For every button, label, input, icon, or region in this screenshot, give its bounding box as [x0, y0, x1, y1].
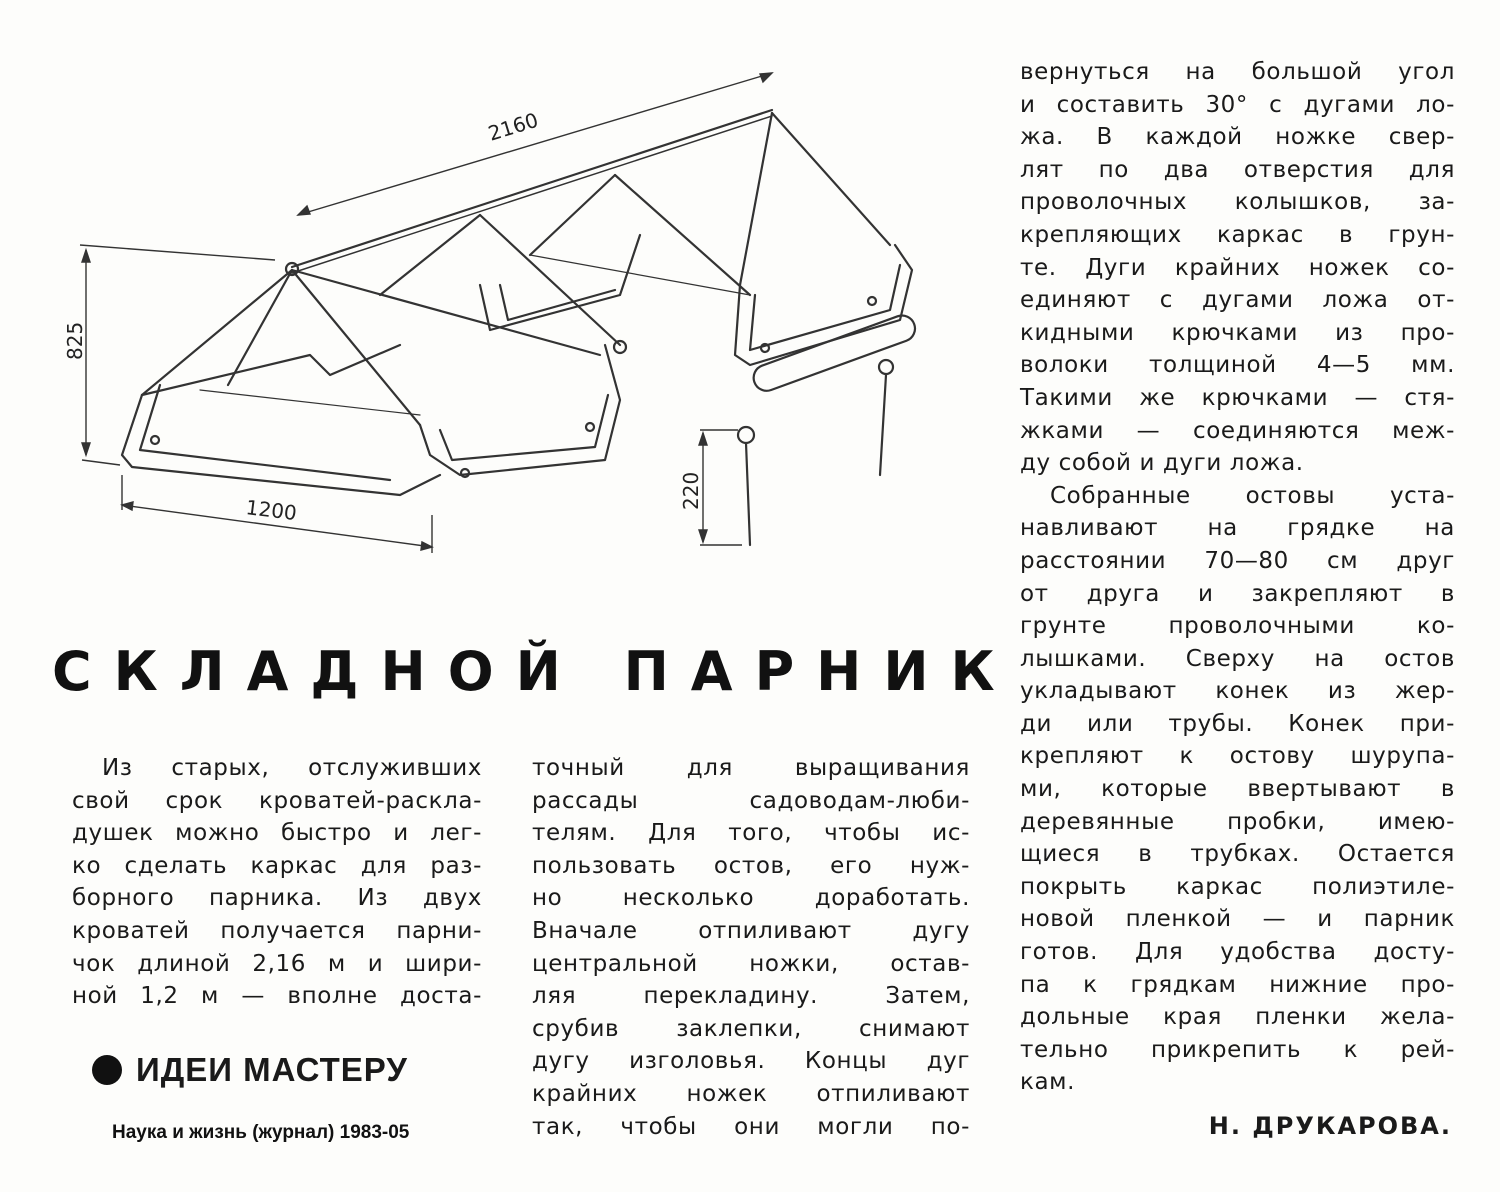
text-column-3 — [1020, 56, 1455, 1099]
text-line: новой пленкой — и парник — [1020, 906, 1455, 933]
text-line: грунте проволочными ко- — [1020, 613, 1455, 640]
source-caption: Наука и жизнь (журнал) 1983-05 — [112, 1122, 410, 1143]
text-line: укладывают конек из жер- — [1020, 678, 1455, 705]
text-line: вернуться на большой угол — [1020, 59, 1455, 85]
dimension-length-label: 2160 — [485, 107, 542, 146]
text-column-2 — [532, 752, 970, 1143]
dimension-width-label: 1200 — [244, 495, 299, 526]
text-line: волоки толщиной 4—5 мм. — [1020, 352, 1455, 379]
text-line: ди или трубы. Конек при- — [1020, 710, 1455, 737]
text-line: чок длиной 2,16 м и шири- — [72, 950, 482, 977]
text-line: крепляют к остову шурупа- — [1020, 743, 1455, 770]
text-line: ко сделать каркас для раз- — [72, 852, 482, 879]
text-line: дугу изголовья. Концы дуг — [532, 1048, 970, 1075]
bullet-icon — [92, 1055, 122, 1085]
text-line: деревянные пробки, имею- — [1020, 808, 1455, 835]
text-line: и составить 30° с дугами ло- — [1020, 91, 1455, 118]
text-line: кам. — [1020, 1069, 1076, 1096]
text-line: жками — соединяются меж- — [1020, 417, 1455, 444]
text-line: крепляющих каркас в грун- — [1020, 221, 1455, 248]
rubric-label: ИДЕИ МАСТЕРУ — [136, 1051, 408, 1088]
text-line: единяют с дугами ложа от- — [1020, 287, 1455, 314]
text-line: ной 1,2 м — вполне доста- — [72, 983, 482, 1010]
text-line: проволочных колышков, за- — [1020, 189, 1455, 216]
text-line: точный для выращивания — [532, 755, 970, 781]
text-line: лят по два отверстия для — [1020, 156, 1455, 183]
text-line: лышками. Сверху на остов — [1020, 645, 1455, 672]
text-line: рассады садоводам-люби- — [532, 787, 970, 814]
text-line: готов. Для удобства досту- — [1020, 939, 1455, 966]
text-line: па к грядкам нижние про- — [1020, 971, 1455, 998]
text-line: но несколько доработать. — [532, 885, 970, 912]
text-line: кидными крючками из про- — [1020, 319, 1455, 346]
text-line: дольные края пленки жела- — [1020, 1004, 1455, 1031]
text-line: ляя перекладину. Затем, — [532, 983, 970, 1010]
article-title: СКЛАДНОЙ ПАРНИК — [52, 640, 1017, 703]
text-line: срубив заклепки, снимают — [532, 1015, 970, 1042]
text-line: покрыть каркас полиэтиле- — [1020, 873, 1455, 900]
text-line: душек можно быстро и лег- — [72, 820, 482, 847]
text-line: от друга и закрепляют в — [1020, 580, 1455, 607]
text-line: навливают на грядке на — [1020, 515, 1455, 542]
text-line: щиеся в трубках. Остается — [1020, 841, 1455, 868]
text-line: Собранные остовы уста- — [1050, 482, 1455, 509]
text-line: центральной ножки, остав- — [532, 950, 970, 977]
text-line: ду собой и дуги ложа. — [1020, 450, 1304, 477]
dimension-peg-label: 220 — [679, 471, 703, 510]
text-column-1 — [72, 752, 482, 1013]
section-rubric — [92, 1050, 408, 1090]
text-line: те. Дуги крайних ножек со- — [1020, 254, 1455, 281]
text-line: борного парника. Из двух — [72, 885, 482, 912]
author-signature: Н. ДРУКАРОВА. — [1208, 1112, 1452, 1140]
text-line: Из старых, отслуживших — [102, 755, 482, 781]
text-line: кроватей получается парни- — [72, 917, 482, 944]
text-line: расстоянии 70—80 см друг — [1020, 547, 1455, 574]
text-line: Такими же крючками — стя- — [1020, 384, 1455, 411]
text-line: крайних ножек отпиливают — [532, 1080, 970, 1107]
text-line: пользовать остов, его нуж- — [532, 852, 970, 879]
text-line: так, чтобы они могли по- — [532, 1113, 970, 1140]
dimension-height-label: 825 — [63, 321, 87, 360]
text-line: свой срок кроватей-раскла- — [72, 787, 482, 814]
text-line: жа. В каждой ножке свер- — [1020, 124, 1455, 151]
text-line: ми, которые ввертывают в — [1020, 776, 1455, 803]
text-line: телям. Для того, чтобы ис- — [532, 820, 970, 847]
text-line: тельно прикрепить к рей- — [1020, 1036, 1455, 1063]
greenhouse-frame-drawing — [60, 55, 990, 575]
text-line: Вначале отпиливают дугу — [532, 917, 970, 944]
